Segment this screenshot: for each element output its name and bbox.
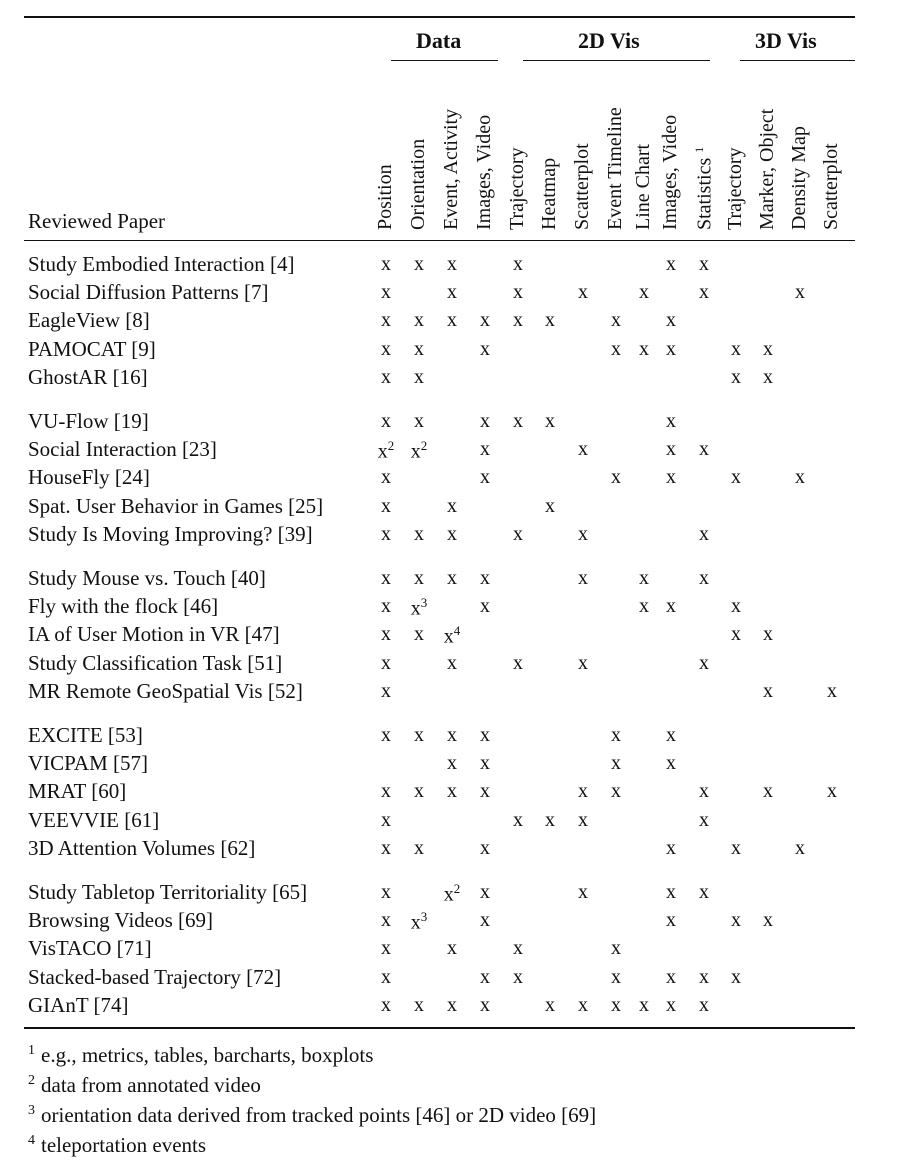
table-cell-mark: x [731, 595, 741, 618]
table-cell-mark: x [480, 909, 490, 932]
paper-name: Spat. User Behavior in Games [25] [28, 493, 324, 518]
table-cell-mark: x [513, 410, 523, 432]
column-header: Line Chart [632, 143, 654, 230]
table-cell-mark: x [414, 623, 424, 646]
paper-name: VisTACO [71] [28, 936, 152, 961]
table-cell-mark: x [381, 410, 391, 432]
table-cell-mark: x [611, 309, 621, 332]
table-cell-mark: x [666, 253, 676, 275]
footnote: $^2$ data from annotated video [28, 1073, 261, 1097]
table-cell-mark: x [731, 466, 741, 489]
table-cell-mark: x [666, 836, 676, 859]
group-rule-3d-vis [740, 60, 855, 61]
table-cell-mark: x [414, 724, 424, 746]
table-cell-mark: x [545, 993, 555, 1016]
table-cell-mark: x [666, 909, 676, 932]
paper-name: Browsing Videos [69] [28, 908, 214, 933]
paper-name: Social Interaction [23] [28, 437, 217, 462]
table-cell-mark: $x^3$ [410, 595, 428, 620]
table-cell-mark: x [513, 522, 523, 545]
table-cell-mark: x [447, 567, 457, 589]
table-cell-mark: x [639, 337, 649, 360]
table-cell-mark: x [699, 438, 709, 461]
table-cell-mark: x [545, 494, 555, 517]
table-cell-mark: x [666, 337, 676, 360]
table-cell-mark: x [666, 965, 676, 988]
table-cell-mark: x [447, 752, 457, 775]
paper-name: Study Classification Task [51] [28, 650, 283, 675]
column-header: Scatterplot [820, 143, 842, 230]
table-cell-mark: x [414, 993, 424, 1016]
table-cell-mark: x [447, 281, 457, 304]
table-cell-mark: x [699, 808, 709, 831]
table-cell-mark: x [480, 309, 490, 332]
paper-name: Social Diffusion Patterns [7] [28, 280, 269, 305]
table-cell-mark: x [381, 309, 391, 332]
table-cell-mark: x [795, 466, 805, 489]
table-cell-mark: x [763, 365, 773, 388]
footnote: $^1$ e.g., metrics, tables, barcharts, boxplots [28, 1043, 374, 1067]
table-cell-mark: x [731, 965, 741, 988]
column-header: Event Timeline [604, 107, 626, 230]
table-cell-mark: x [611, 752, 621, 775]
column-header: Orientation [407, 138, 429, 230]
table-cell-mark: x [447, 780, 457, 803]
footnote: $^4$ teleportation events [28, 1133, 207, 1157]
table-cell-mark: x [731, 836, 741, 859]
paper-name: EXCITE [53] [28, 723, 143, 747]
table-cell-mark: x [381, 365, 391, 388]
table-cell-mark: x [414, 780, 424, 803]
paper-name: Fly with the flock [46] [28, 594, 219, 619]
table-cell-mark: x [447, 309, 457, 332]
paper-name: VICPAM [57] [28, 751, 148, 776]
table-cell-mark: x [480, 965, 490, 988]
paper-name: GIAnT [74] [28, 992, 129, 1017]
table-cell-mark: x [414, 253, 424, 275]
table-cell-mark: x [699, 281, 709, 304]
table-cell-mark: x [480, 567, 490, 589]
table-cell-mark: x [731, 337, 741, 360]
top-rule [24, 16, 855, 18]
paper-name: VEEVVIE [61] [28, 807, 160, 832]
table-cell-mark: x [763, 623, 773, 646]
table-cell-mark: x [447, 993, 457, 1016]
reviewed-paper-header: Reviewed Paper [28, 209, 166, 233]
table-cell-mark: x [414, 365, 424, 388]
table-cell-mark: x [611, 965, 621, 988]
table-cell-mark: x [827, 679, 837, 702]
table-cell-mark: x [611, 937, 621, 960]
table-cell-mark: x [578, 881, 588, 903]
paper-name: Study Embodied Interaction [4] [28, 252, 295, 276]
table-cell-mark: x [447, 494, 457, 517]
table-cell-mark: x [666, 595, 676, 618]
table-cell-mark: x [795, 281, 805, 304]
paper-name: EagleView [8] [28, 308, 150, 333]
table-cell-mark: x [827, 780, 837, 803]
table-cell-mark: $x^4$ [443, 623, 461, 649]
column-header: Images, Video [473, 114, 495, 230]
table-cell-mark: x [414, 309, 424, 332]
column-header: Position [374, 164, 396, 230]
table-cell-mark: x [381, 808, 391, 831]
table-cell-mark: x [381, 724, 391, 746]
table-cell-mark: $x^2$ [377, 438, 395, 463]
paper-name: 3D Attention Volumes [62] [28, 835, 256, 860]
table-cell-mark: x [578, 808, 588, 831]
table-cell-mark: x [381, 965, 391, 988]
group-label-data: Data [416, 28, 462, 53]
table-cell-mark: x [381, 993, 391, 1016]
table-cell-mark: x [381, 623, 391, 646]
column-header: Trajectory [506, 147, 528, 230]
column-header: Density Map [788, 126, 810, 230]
table-cell-mark: x [480, 595, 490, 618]
table-cell-mark: x [578, 993, 588, 1016]
table-cell-mark: x [578, 567, 588, 589]
table-cell-mark: x [381, 836, 391, 859]
table-cell-mark: x [699, 965, 709, 988]
paper-name: PAMOCAT [9] [28, 336, 156, 361]
table-cell-mark: $x^3$ [410, 909, 428, 934]
table-cell-mark: x [480, 881, 490, 903]
paper-name: MR Remote GeoSpatial Vis [52] [28, 678, 303, 703]
table-cell-mark: x [611, 337, 621, 360]
table-cell-mark: x [381, 679, 391, 702]
table-cell-mark: x [480, 836, 490, 859]
table-cell-mark: x [480, 780, 490, 803]
column-header: Statistics $^1$ [692, 146, 716, 230]
table-cell-mark: x [795, 836, 805, 859]
table-cell-mark: x [578, 438, 588, 461]
table-cell-mark: x [381, 281, 391, 304]
header-rule [24, 240, 855, 241]
table-cell-mark: x [699, 651, 709, 674]
group-rule-data [391, 60, 498, 61]
table-cell-mark: x [611, 466, 621, 489]
table-cell-mark: x [763, 909, 773, 932]
table-cell-mark: x [545, 808, 555, 831]
table-cell-mark: x [578, 651, 588, 674]
table-cell-mark: x [447, 651, 457, 674]
paper-name: IA of User Motion in VR [47] [28, 622, 280, 647]
table-cell-mark: x [666, 309, 676, 332]
table-cell-mark: x [666, 881, 676, 903]
table-cell-mark: x [666, 752, 676, 775]
table-cell-mark: x [480, 438, 490, 461]
paper-name: VU-Flow [19] [28, 409, 149, 433]
table-cell-mark: x [447, 522, 457, 545]
paper-name: MRAT [60] [28, 779, 127, 804]
column-header: Images, Video [659, 114, 681, 230]
table-cell-mark: x [414, 522, 424, 545]
table-cell-mark: x [381, 522, 391, 545]
table-cell-mark: x [699, 567, 709, 589]
table-cell-mark: x [666, 466, 676, 489]
table-cell-mark: x [666, 724, 676, 746]
table-cell-mark: x [381, 909, 391, 932]
table-cell-mark: x [414, 337, 424, 360]
table-cell-mark: $x^2$ [443, 881, 461, 906]
bottom-rule [24, 1027, 855, 1029]
table-cell-mark: x [611, 724, 621, 746]
table-cell-mark: x [513, 808, 523, 831]
table-cell-mark: x [480, 752, 490, 775]
table-cell-mark: x [414, 836, 424, 859]
table-cell-mark: x [381, 881, 391, 903]
paper-name: HouseFly [24] [28, 465, 150, 490]
table-cell-mark: x [381, 253, 391, 275]
table-cell-mark: x [513, 965, 523, 988]
table-cell-mark: x [639, 993, 649, 1016]
table-cell-mark: x [381, 466, 391, 489]
footnotes [28, 1043, 596, 1163]
table-cell-mark: x [639, 567, 649, 589]
table-cell-mark: x [699, 253, 709, 275]
paper-name: Stacked-based Trajectory [72] [28, 964, 282, 989]
table-cell-mark: x [611, 993, 621, 1016]
table-cell-mark: x [480, 337, 490, 360]
table-cell-mark: x [639, 281, 649, 304]
table-cell-mark: x [699, 993, 709, 1016]
table-cell-mark: x [731, 365, 741, 388]
table-cell-mark: x [513, 651, 523, 674]
table-cell-mark: $x^2$ [410, 438, 428, 463]
table-cell-mark: x [381, 337, 391, 360]
table-cell-mark: x [447, 253, 457, 275]
table-cell-mark: x [381, 595, 391, 618]
paper-name: Study Tabletop Territoriality [65] [28, 880, 308, 904]
paper-name: Study Is Moving Improving? [39] [28, 521, 313, 546]
table-cell-mark: x [545, 309, 555, 332]
table-cell-mark: x [578, 281, 588, 304]
paper-name: GhostAR [16] [28, 364, 148, 389]
table-cell-mark: x [480, 410, 490, 432]
table-cell-mark: x [699, 522, 709, 545]
column-header: Heatmap [538, 157, 560, 230]
table-cell-mark: x [447, 937, 457, 960]
table-cell-mark: x [480, 466, 490, 489]
table-cell-mark: x [513, 937, 523, 960]
column-header: Event, Activity [440, 108, 462, 230]
table-cell-mark: x [699, 780, 709, 803]
table-cell-mark: x [447, 724, 457, 746]
table-cell-mark: x [699, 881, 709, 903]
column-header: Trajectory [724, 147, 746, 230]
column-header: Scatterplot [571, 143, 593, 230]
table-cell-mark: x [731, 909, 741, 932]
table-cell-mark: x [381, 651, 391, 674]
table-cell-mark: x [480, 993, 490, 1016]
table-cell-mark: x [545, 410, 555, 432]
table-cell-mark: x [666, 993, 676, 1016]
table-cell-mark: x [480, 724, 490, 746]
table-cell-mark: x [731, 623, 741, 646]
group-label-3d-vis: 3D Vis [755, 28, 817, 53]
table-cell-mark: x [381, 494, 391, 517]
table-cell-mark: x [763, 337, 773, 360]
table-cell-mark: x [513, 281, 523, 304]
column-header: Marker, Object [756, 108, 778, 230]
table-cell-mark: x [414, 410, 424, 432]
table-cell-mark: x [763, 780, 773, 803]
table-cell-mark: x [381, 567, 391, 589]
footnote: $^3$ orientation data derived from tracked points [46] or 2D video [69] [28, 1103, 597, 1127]
table-cell-mark: x [513, 253, 523, 275]
table-cell-mark: x [414, 567, 424, 589]
table-cell-mark: x [578, 522, 588, 545]
table-cell-mark: x [381, 937, 391, 960]
group-rule-2d-vis [523, 60, 710, 61]
table-cell-mark: x [639, 595, 649, 618]
table-cell-mark: x [666, 438, 676, 461]
table-cell-mark: x [578, 780, 588, 803]
table-cell-mark: x [381, 780, 391, 803]
table-cell-mark: x [666, 410, 676, 432]
group-label-2d-vis: 2D Vis [578, 28, 640, 53]
table-cell-mark: x [611, 780, 621, 803]
paper-name: Study Mouse vs. Touch [40] [28, 566, 266, 590]
table-cell-mark: x [513, 309, 523, 332]
table-cell-mark: x [763, 679, 773, 702]
